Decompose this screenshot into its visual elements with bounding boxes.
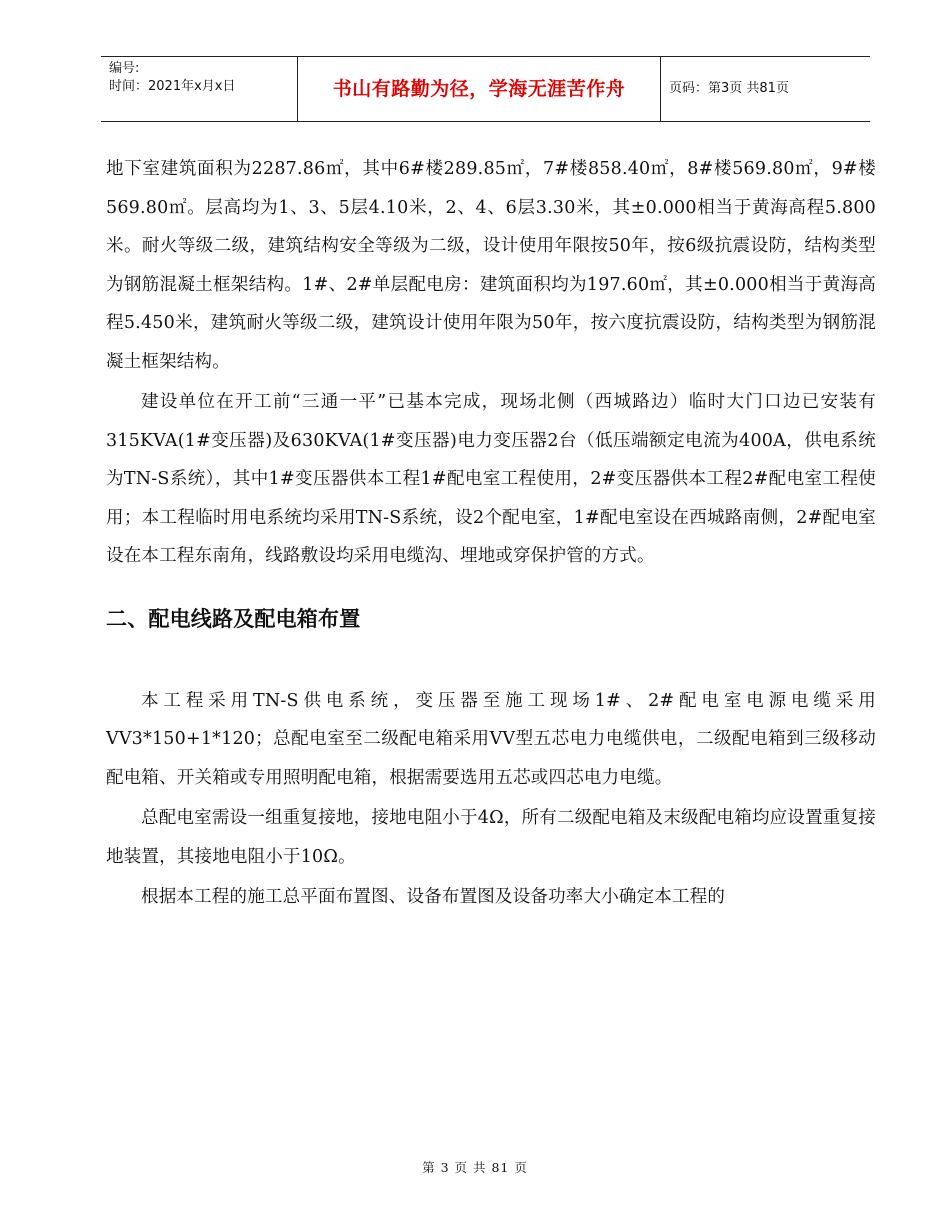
document-number-label: 编号: bbox=[109, 61, 140, 76]
document-body bbox=[106, 150, 876, 917]
header-meta bbox=[101, 57, 298, 121]
document-time: 时间：2021年x月x日 bbox=[109, 79, 236, 94]
paragraph-grounding: 总配电室需设一组重复接地，接地电阻小于4Ω，所有二级配电箱及末级配电箱均应设置重复接地装置，其接地电阻小于10Ω。 bbox=[106, 808, 876, 867]
header-motto: 书山有路勤为径，学海无涯苦作舟 bbox=[298, 57, 661, 121]
header-page-info: 页码：第3页 共81页 bbox=[669, 81, 789, 96]
paragraph-layout-basis: 根据本工程的施工总平面布置图、设备布置图及设备功率大小确定本工程的 bbox=[141, 887, 726, 907]
paragraph-building-info: 地下室建筑面积为2287.86㎡，其中6#楼289.85㎡，7#楼858.40㎡，8#楼569.80㎡，9#楼569.80㎡。层高均为1、3、5层4.10米，2、4、6层3.30米，其±0.000相当于黄海高程5.800米。耐火等级二级，建筑结构安全等级为二级，设计使用年限按50年，按6级抗震设防，结构类型为钢筋混凝土框架结构。1#、2#单层配电房：建筑面积均为197.60㎡，其±0.000相当于黄海高程5.450米，建筑耐火等级二级，建筑设计使用年限为50年，按六度抗震设防，结构类型为钢筋混凝土框架结构。 bbox=[106, 159, 876, 372]
paragraph-distribution-lines: 本工程采用TN-S供电系统，变压器至施工现场1#、2#配电室电源电缆采用VV3*150+1*120；总配电室至二级配电箱采用VV型五芯电力电缆供电，二级配电箱到三级移动配电箱、开关箱或专用照明配电箱，根据需要选用五芯或四芯电力电缆。 bbox=[106, 690, 876, 788]
section-heading: 二、配电线路及配电箱布置 bbox=[106, 606, 361, 631]
page-footer: 第 3 页 共 81 页 bbox=[422, 1160, 528, 1175]
page-header bbox=[101, 56, 870, 122]
paragraph-power-supply: 建设单位在开工前“三通一平”已基本完成，现场北侧（西城路边）临时大门口边已安装有315KVA(1#变压器)及630KVA(1#变压器)电力变压器2台（低压端额定电流为400A，供电系统为TN-S系统），其中1#变压器供本工程1#配电室工程使用，2#变压器供本工程2#配电室工程使用；本工程临时用电系统均采用TN-S系统，设2个配电室，1#配电室设在西城路南侧，2#配电室设在本工程东南角，线路敷设均采用电缆沟、埋地或穿保护管的方式。 bbox=[106, 392, 876, 566]
